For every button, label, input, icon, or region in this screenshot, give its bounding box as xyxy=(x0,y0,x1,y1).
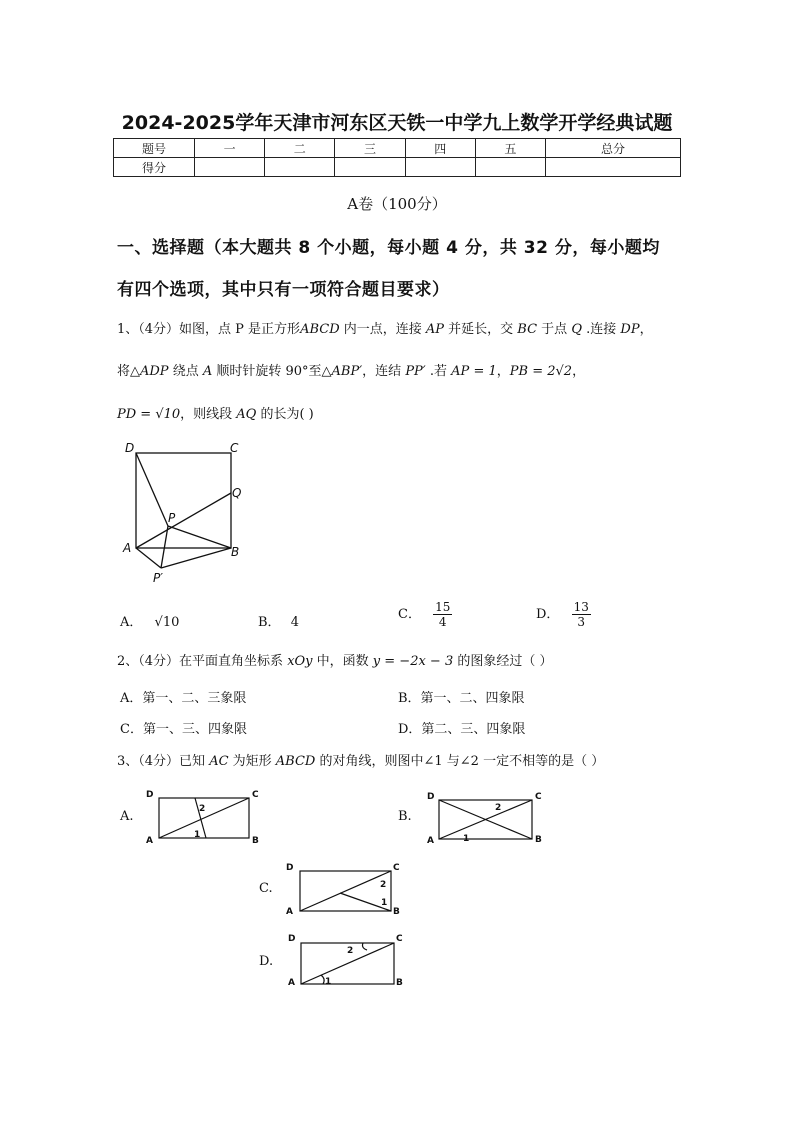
exam-title: 2024-2025学年天津市河东区天铁一中学九上数学开学经典试题 xyxy=(121,112,673,134)
q1-math: A xyxy=(202,364,213,379)
option-value: √10 xyxy=(154,615,180,630)
q2-option-a[interactable]: A．第一、二、三象限 xyxy=(120,691,247,706)
fraction xyxy=(433,600,452,629)
label-c: C xyxy=(535,792,542,802)
q2-text: 的图象经过（ ） xyxy=(453,654,553,669)
q3-figure-c xyxy=(283,858,408,918)
q1-text: 顺时针旋转 90°至△ xyxy=(212,364,332,379)
q1-text: 于点 xyxy=(537,322,572,337)
label-d: D xyxy=(146,790,154,800)
q1-text: .若 xyxy=(425,364,452,379)
score-table-header-row xyxy=(114,139,681,158)
q3-stem xyxy=(117,750,604,769)
angle-2-label: 2 xyxy=(380,880,387,890)
label-c: C xyxy=(230,441,239,455)
angle-1-label: 1 xyxy=(381,898,388,908)
q1-text: 内一点，连接 xyxy=(339,322,426,337)
q1-text: .连接 xyxy=(581,322,621,337)
score-table-header-cell: 题号 xyxy=(114,139,195,158)
label-d: D xyxy=(125,441,135,455)
section-a-title: A卷（100分） xyxy=(347,195,447,213)
q1-text: ，则线段 xyxy=(180,407,237,422)
label-a: A xyxy=(286,907,293,917)
option-letter: C． xyxy=(398,607,421,622)
q1-option-b[interactable] xyxy=(258,611,299,630)
score-table-header-cell: 五 xyxy=(475,139,545,158)
q1-option-c[interactable] xyxy=(398,600,452,629)
q3-math: ABCD xyxy=(275,754,316,769)
angle-1-label: 1 xyxy=(325,977,332,987)
score-table-header-cell: 一 xyxy=(195,139,265,158)
fraction-denominator: 4 xyxy=(438,615,447,629)
q1-math: AQ xyxy=(236,407,257,422)
q1-option-d[interactable] xyxy=(536,600,591,629)
score-cell xyxy=(405,158,475,177)
angle-1-label: 1 xyxy=(463,834,470,844)
q1-line3 xyxy=(117,403,314,422)
label-q: Q xyxy=(232,486,242,500)
angle-2-label: 2 xyxy=(199,804,206,814)
q1-math: ADP xyxy=(140,364,169,379)
q2-option-c[interactable]: C．第一、三、四象限 xyxy=(120,722,247,737)
q1-math: AP = 1 xyxy=(451,364,497,379)
q3-option-b[interactable]: B. xyxy=(398,809,412,824)
q2-option-d[interactable]: D．第二、三、四象限 xyxy=(398,722,526,737)
label-b: B xyxy=(252,836,259,846)
label-c: C xyxy=(393,863,400,873)
angle-2-label: 2 xyxy=(495,803,502,813)
segment-aq xyxy=(136,493,231,548)
q1-text: 将△ xyxy=(117,364,140,379)
q3-text: 的对角线，则图中∠1 与∠2 一定不相等的是（ ） xyxy=(315,754,605,769)
score-cell xyxy=(475,158,545,177)
q2-text: 中，函数 xyxy=(312,654,373,669)
option-letter: A． xyxy=(120,615,143,630)
label-b: B xyxy=(396,978,403,988)
segment-dp xyxy=(136,453,168,526)
fraction-denominator: 3 xyxy=(577,615,586,629)
label-b: B xyxy=(393,907,400,917)
q3-option-a[interactable]: A. xyxy=(120,809,134,824)
q1-square-figure xyxy=(115,440,255,590)
score-table-header-cell: 总分 xyxy=(546,139,681,158)
score-row-label: 得分 xyxy=(114,158,195,177)
q1-math: BC xyxy=(517,322,538,337)
q3-figure-b xyxy=(423,786,548,846)
q1-text: 绕点 xyxy=(168,364,203,379)
score-table xyxy=(113,138,681,177)
score-table-header-cell: 二 xyxy=(265,139,335,158)
angle-2-label: 2 xyxy=(347,946,354,956)
label-b: B xyxy=(231,545,240,559)
q1-text: 的长为( ) xyxy=(256,407,314,422)
q1-math: PB = 2√2 xyxy=(509,364,573,379)
label-b: B xyxy=(535,835,542,845)
part1-heading-line2: 有四个选项，其中只有一项符合题目要求） xyxy=(117,280,450,300)
q1-math: PD = √10 xyxy=(117,407,181,422)
label-p: P xyxy=(168,511,176,525)
q1-text: ， xyxy=(639,322,653,337)
q1-text: 1、（4分）如图，点 P 是正方形 xyxy=(117,322,301,337)
label-d: D xyxy=(427,792,435,802)
q2-text: 2、（4分）在平面直角坐标系 xyxy=(117,654,288,669)
option-letter: D． xyxy=(536,607,560,622)
segment-p-prime-b xyxy=(161,548,231,568)
segment-ap-prime xyxy=(136,548,161,568)
q1-line2 xyxy=(117,360,585,379)
score-cell xyxy=(546,158,681,177)
q1-math: DP xyxy=(620,322,640,337)
q1-text: ， xyxy=(572,364,586,379)
q3-option-d[interactable]: D. xyxy=(259,954,274,969)
q3-text: 3、（4分）已知 xyxy=(117,754,210,769)
label-d: D xyxy=(286,863,294,873)
score-table-score-row xyxy=(114,158,681,177)
label-p-prime: P′ xyxy=(153,571,163,585)
q3-option-c[interactable]: C. xyxy=(259,881,273,896)
fraction xyxy=(572,600,591,629)
angle-1-label: 1 xyxy=(194,830,201,840)
score-table-header-cell: 三 xyxy=(335,139,405,158)
segment-pb xyxy=(168,526,231,548)
q2-option-b[interactable]: B．第一、二、四象限 xyxy=(398,691,525,706)
q1-math: PP′ xyxy=(405,364,426,379)
q2-stem xyxy=(117,650,553,669)
option-letter: B． xyxy=(258,615,281,630)
score-cell xyxy=(335,158,405,177)
q2-math: y = −2x − 3 xyxy=(372,654,454,669)
q2-math: xOy xyxy=(287,654,313,669)
option-value: 4 xyxy=(290,615,299,630)
score-table-header-cell: 四 xyxy=(405,139,475,158)
q1-math: ABP′ xyxy=(331,364,363,379)
q1-text: ，连结 xyxy=(362,364,406,379)
q1-math: Q xyxy=(571,322,582,337)
q1-text: 并延长，交 xyxy=(444,322,518,337)
q1-math: ABCD xyxy=(300,322,340,337)
fraction-numerator: 15 xyxy=(435,600,451,614)
label-a: A xyxy=(123,541,132,555)
fraction-numerator: 13 xyxy=(573,600,589,614)
score-cell xyxy=(265,158,335,177)
label-d: D xyxy=(288,934,296,944)
label-a: A xyxy=(288,978,295,988)
q3-figure-d xyxy=(283,930,408,990)
label-c: C xyxy=(252,790,259,800)
q3-figure-a xyxy=(143,786,268,846)
q3-math: AC xyxy=(209,754,229,769)
q1-option-a[interactable] xyxy=(120,611,179,630)
q1-line1 xyxy=(117,318,653,337)
score-cell xyxy=(195,158,265,177)
q3-text: 为矩形 xyxy=(228,754,276,769)
q1-math: AP xyxy=(425,322,445,337)
label-a: A xyxy=(146,836,153,846)
q1-text: ， xyxy=(496,364,510,379)
label-a: A xyxy=(427,836,434,846)
part1-heading-line1: 一、选择题（本大题共 8 个小题，每小题 4 分，共 32 分，每小题均 xyxy=(117,238,660,258)
label-c: C xyxy=(396,934,403,944)
